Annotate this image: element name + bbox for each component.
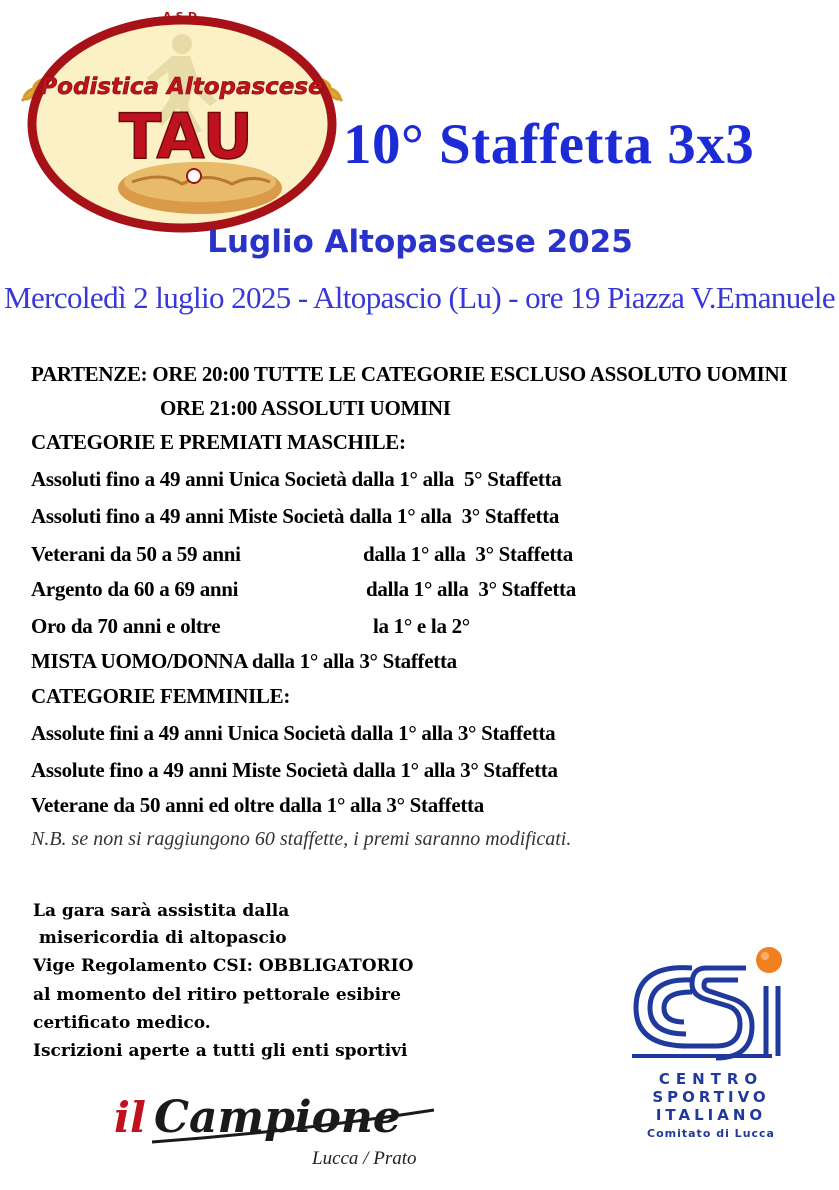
program-line: Veterane da 50 anni ed oltre dalla 1° alla 3° Staffetta [31,793,484,817]
info-line: misericordia di altopascio [33,928,287,948]
program-line: PARTENZE: ORE 20:00 TUTTE LE CATEGORIE ESCLUSO ASSOLUTO UOMINI [31,362,788,386]
logo-name-text: Podistica Altopascese [40,74,324,100]
event-date-location: Mercoledì 2 luglio 2025 - Altopascio (Lu) - ore 19 Piazza V.Emanuele [4,280,835,315]
event-title: 10° Staffetta 3x3 [343,113,755,176]
sponsor-il-text: il [114,1093,146,1142]
program-line-detail: dalla 1° alla 3° Staffetta [366,577,576,601]
program-heading-male: CATEGORIE E PREMIATI MASCHILE: [31,430,406,454]
sponsor-location-text: Lucca / Prato [312,1148,417,1169]
csi-logo [626,936,796,1141]
csi-line2: SPORTIVO [652,1088,770,1106]
info-line: al momento del ritiro pettorale esibire [33,985,401,1005]
program-line: MISTA UOMO/DONNA dalla 1° alla 3° Staffetta [31,649,457,673]
logo-acronym-text: TAU [119,100,253,173]
csi-committee: Comitato di Lucca [647,1127,775,1140]
program-line: Assoluti fino a 49 anni Unica Società dalla 1° alla 5° Staffetta [31,467,562,491]
info-line: certificato medico. [33,1013,211,1033]
program-line: Assolute fini a 49 anni Unica Società dalla 1° alla 3° Staffetta [31,721,556,745]
program-line: Assoluti fino a 49 anni Miste Società dalla 1° alla 3° Staffetta [31,504,560,528]
info-line: Vige Regolamento CSI: OBBLIGATORIO [33,956,414,976]
csi-line1: CENTRO [658,1070,764,1088]
program-line: Argento da 60 a 69 anni [31,577,239,601]
program-line: Assolute fino a 49 anni Miste Società dalla 1° alla 3° Staffetta [31,758,558,782]
il-campione-logo [112,1080,442,1175]
program-line: Oro da 70 anni e oltre [31,614,221,638]
logo-asd-text: A.S.D. [162,10,202,23]
program-line-detail: dalla 1° alla 3° Staffetta [363,542,573,566]
podistica-altopascese-logo [12,6,352,238]
program-note: N.B. se non si raggiungono 60 staffette, i premi saranno modificati. [31,828,572,850]
program-line-detail: la 1° e la 2° [373,614,470,638]
sponsor-name-text: Campione [154,1092,401,1143]
info-line: Iscrizioni aperte a tutti gli enti sportivi [33,1041,408,1061]
event-subtitle: Luglio Altopascese 2025 [207,224,633,260]
info-line: La gara sarà assistita dalla [33,901,290,921]
program-line: ORE 21:00 ASSOLUTI UOMINI [160,396,451,420]
program-line: Veterani da 50 a 59 anni [31,542,241,566]
program-heading-female: CATEGORIE FEMMINILE: [31,684,291,708]
csi-line3: ITALIANO [655,1106,767,1124]
